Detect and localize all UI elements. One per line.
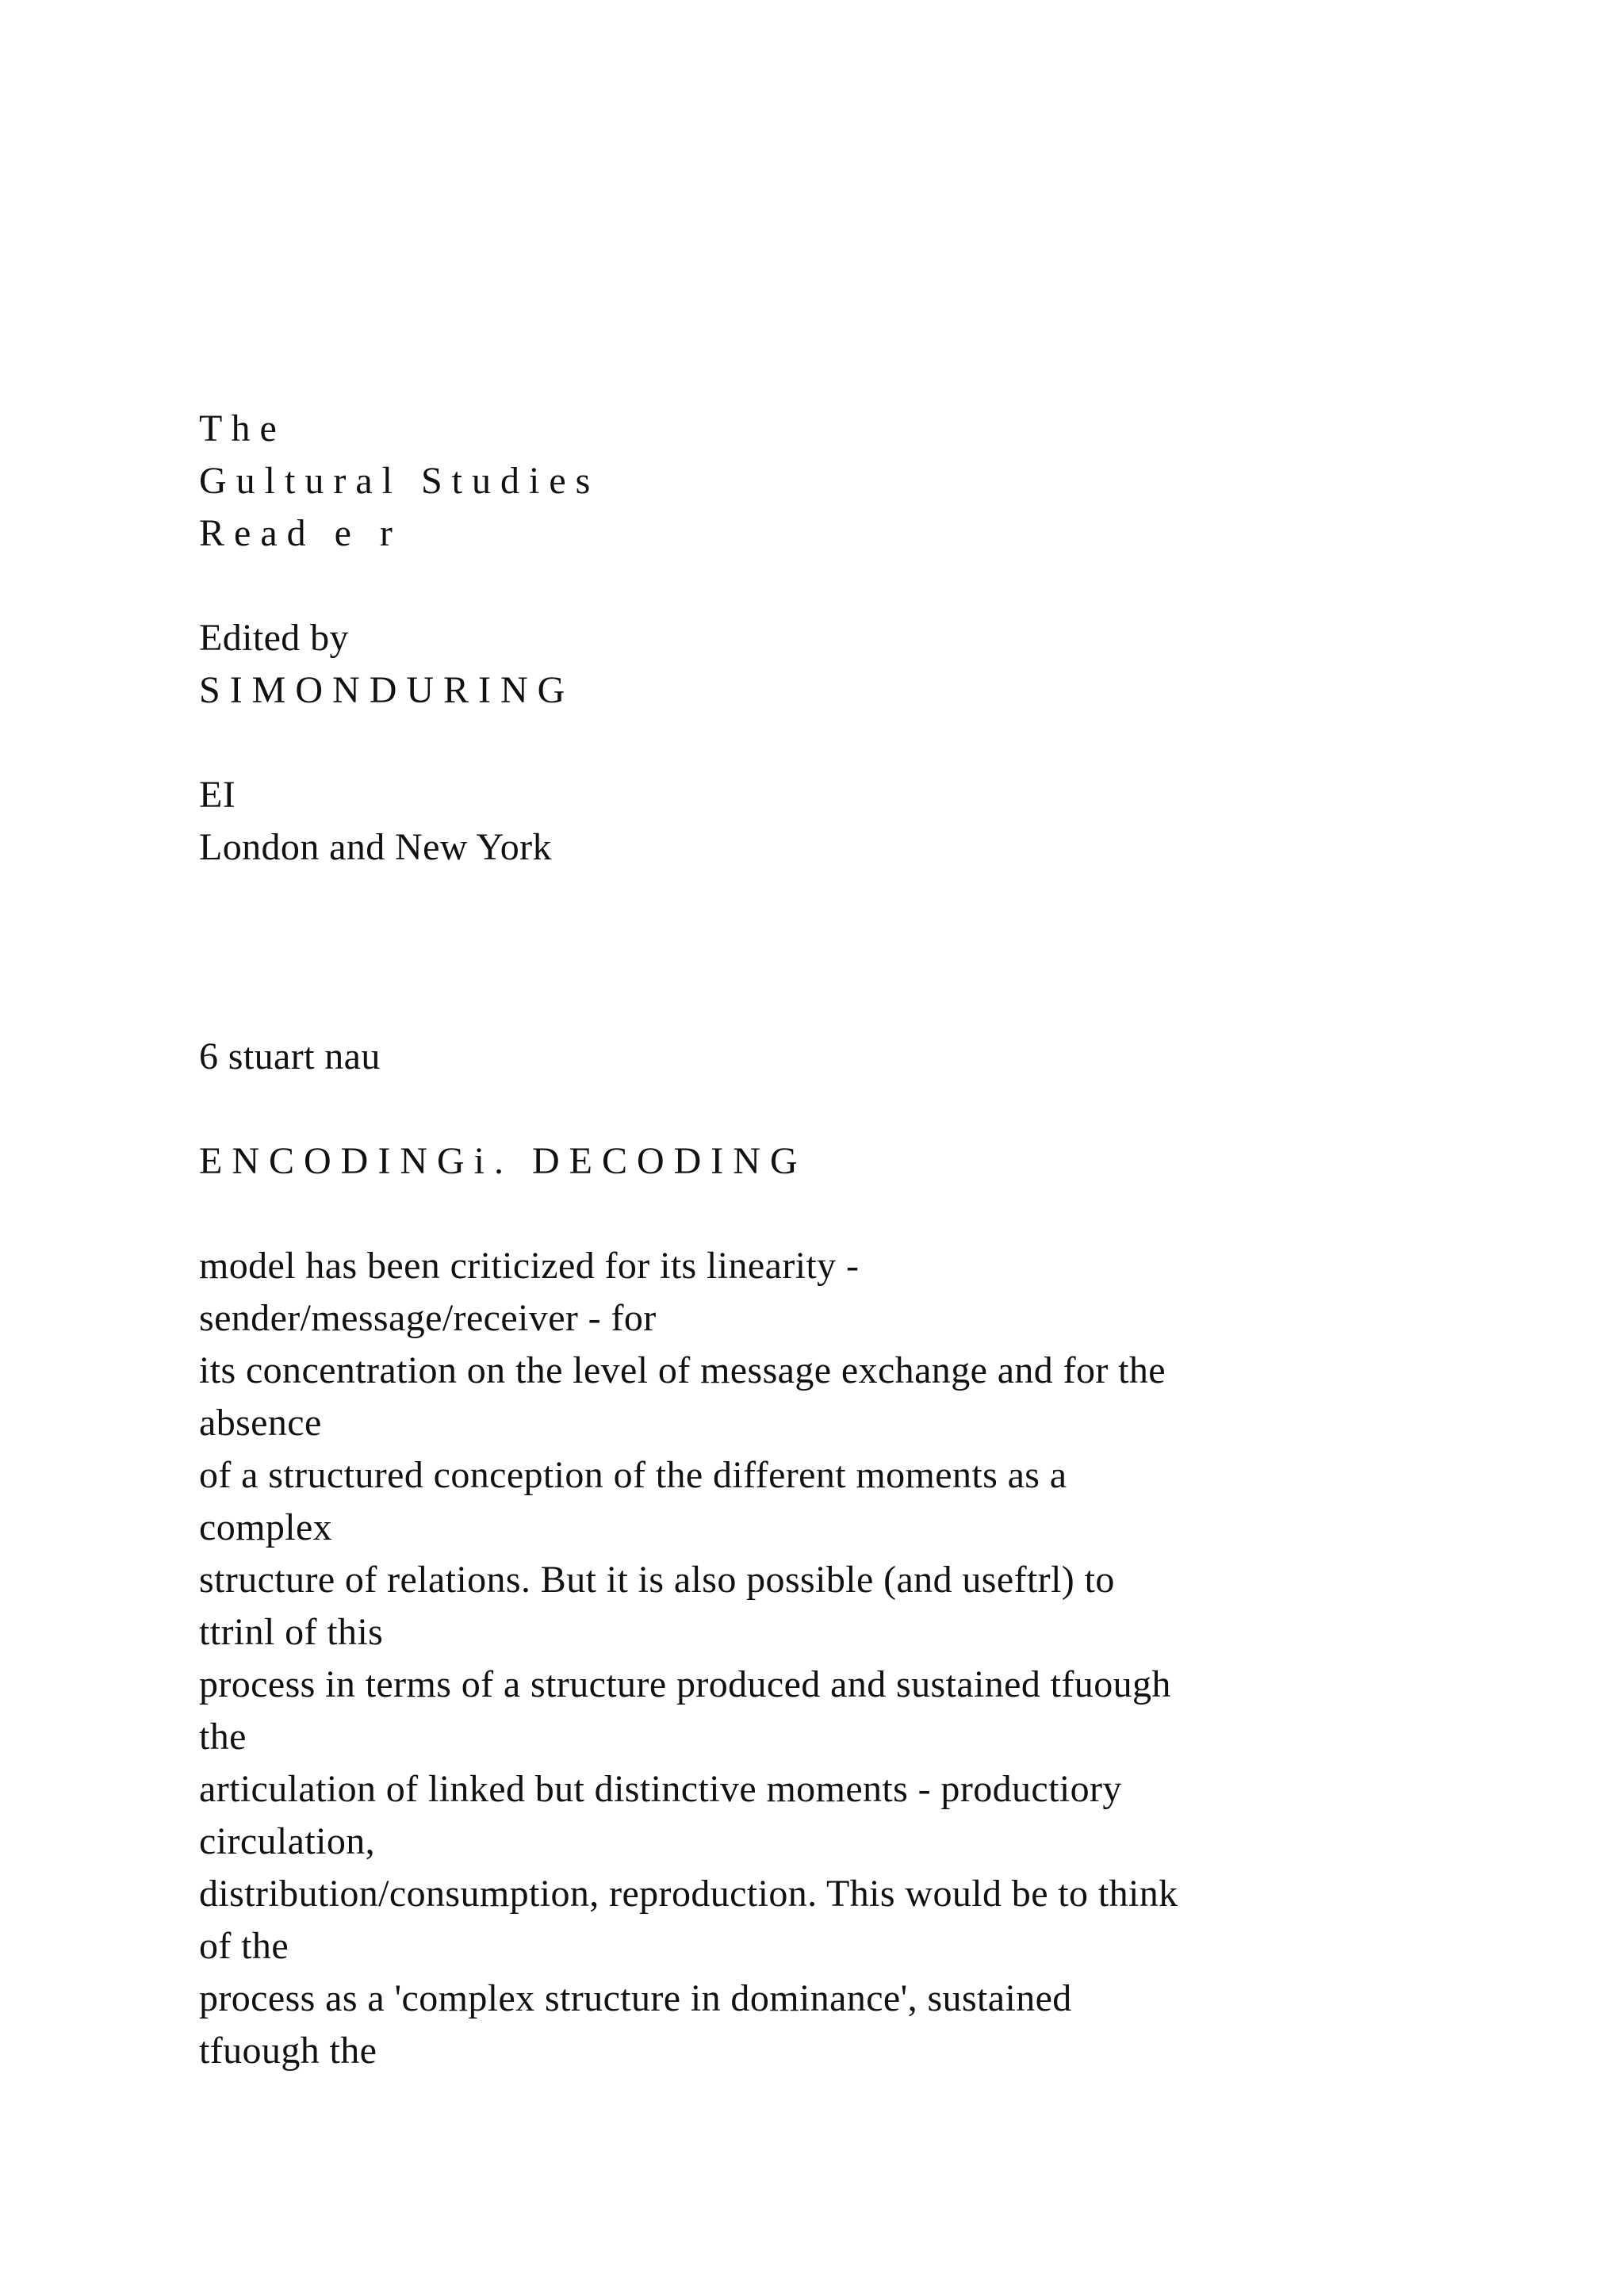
- body-line: distribution/consumption, reproduction. This would be to think: [199, 1873, 1178, 1915]
- book-title-line-3: R e a d e r: [199, 512, 393, 554]
- book-title-line-1: T h e: [199, 408, 277, 450]
- body-line: the: [199, 1716, 247, 1758]
- publisher-location: London and New York: [199, 826, 552, 868]
- publisher-mark: EI: [199, 774, 236, 816]
- body-line: model has been criticized for its linearity -: [199, 1245, 860, 1287]
- edited-by-label: Edited by: [199, 617, 349, 659]
- body-line: complex: [199, 1506, 333, 1548]
- spacer: [199, 874, 1436, 1031]
- body-line: structure of relations. But it is also possible (and useftrl) to: [199, 1559, 1115, 1601]
- body-line: ttrinl of this: [199, 1611, 384, 1653]
- body-line: absence: [199, 1402, 322, 1444]
- page-content: [199, 403, 1436, 2077]
- chapter-title: E N C O D I N G i . D E C O D I N G: [199, 1140, 798, 1182]
- body-line: process as a 'complex structure in dominance', sustained: [199, 1977, 1072, 2019]
- book-title-line-2: G u l t u r a l S t u d i e s: [199, 460, 591, 502]
- spacer: [199, 717, 1436, 769]
- spacer: [199, 1083, 1436, 1135]
- chapter-header: 6 stuart nau: [199, 1035, 381, 1077]
- body-line: circulation,: [199, 1820, 376, 1862]
- body-line: sender/message/receiver - for: [199, 1297, 657, 1339]
- body-line: articulation of linked but distinctive moments - productiory: [199, 1768, 1122, 1810]
- body-line: of the: [199, 1925, 289, 1967]
- spacer: [199, 1188, 1436, 1240]
- body-line: tfuough the: [199, 2030, 377, 2072]
- body-line: of a structured conception of the different moments as a: [199, 1454, 1067, 1496]
- editor-name: S I M O N D U R I N G: [199, 669, 565, 711]
- spacer: [199, 560, 1436, 612]
- body-line: process in terms of a structure produced and sustained tfuough: [199, 1663, 1171, 1705]
- body-line: its concentration on the level of message exchange and for the: [199, 1349, 1166, 1391]
